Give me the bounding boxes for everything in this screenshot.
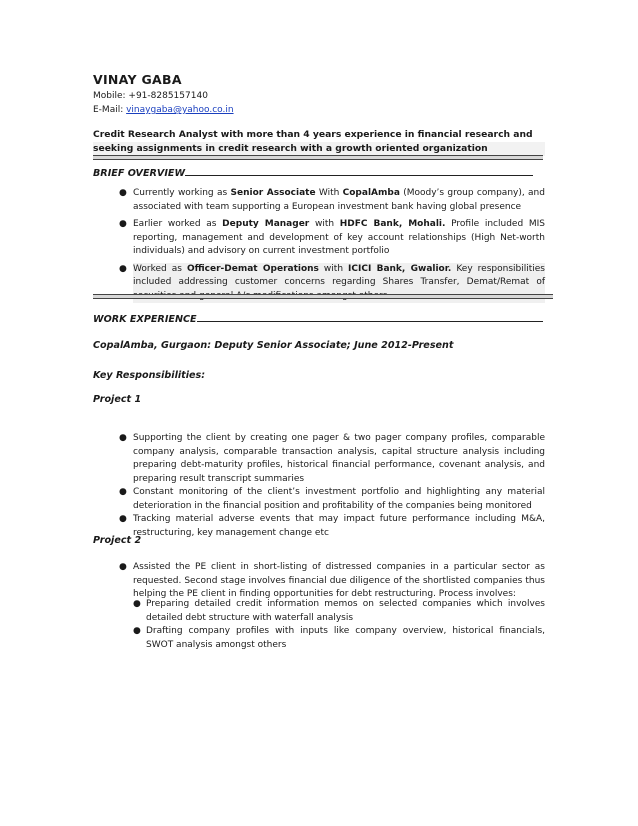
item-text: Currently working as bbox=[133, 188, 231, 198]
project-2-sublist bbox=[133, 598, 545, 652]
project-1-list bbox=[119, 432, 545, 540]
brief-overview-title: BRIEF OVERVIEW bbox=[93, 168, 186, 179]
heading-underline bbox=[197, 312, 543, 322]
heading-underline bbox=[185, 166, 533, 176]
item-text: With bbox=[315, 188, 343, 198]
job-title: CopalAmba, Gurgaon: Deputy Senior Associate; June 2012-Present bbox=[93, 340, 454, 351]
item-text: with bbox=[309, 219, 340, 229]
responsibilities-title: Key Responsibilities: bbox=[93, 370, 206, 381]
work-experience-title: WORK EXPERIENCE bbox=[93, 314, 197, 325]
item-text: Key responsibilities included addressing customer concerns regarding Shares Transfer, Demat/Remat of bbox=[133, 263, 545, 287]
work-experience-heading bbox=[93, 312, 543, 325]
bullet-icon: ● bbox=[119, 433, 127, 443]
item-text: Constant monitoring of the client’s investment portfolio and highlighting any material deterioration in the financial position and profitability of the companies being monitored bbox=[133, 487, 545, 511]
bullet-icon: ● bbox=[119, 514, 127, 524]
item-text: Worked as bbox=[133, 263, 187, 274]
item-text: Profile included MIS reporting, management and development of key account relationships (High Net-worth individuals) and advisory on current investment portfolio bbox=[133, 219, 545, 256]
mobile-line: Mobile: +91-8285157140 bbox=[93, 91, 208, 101]
item-bold: ICICI Bank, Gwalior. bbox=[348, 263, 452, 274]
item-bold: Deputy Manager bbox=[222, 219, 310, 229]
bullet-icon: ● bbox=[119, 487, 127, 497]
list-item bbox=[119, 432, 545, 486]
sub-list-item bbox=[133, 625, 545, 652]
bullet-icon: ● bbox=[119, 188, 127, 198]
list-item bbox=[119, 486, 545, 513]
sub-list-item bbox=[133, 598, 545, 625]
email-label: E-Mail: bbox=[93, 105, 127, 115]
brief-overview-heading bbox=[93, 166, 533, 179]
bullet-icon: ● bbox=[119, 562, 127, 572]
item-text: Tracking material adverse events that may impact future performance including M&A, restructuring, key management change etc bbox=[133, 514, 545, 538]
item-bold: CopalAmba bbox=[342, 188, 400, 198]
summary-divider bbox=[93, 155, 543, 160]
item-text: with bbox=[318, 263, 349, 274]
summary-line-2: seeking assignments in credit research with a growth oriented organization bbox=[93, 142, 545, 156]
email-line bbox=[93, 105, 234, 115]
item-bold: HDFC Bank, Mohali. bbox=[339, 219, 446, 229]
list-item bbox=[119, 218, 545, 259]
item-text: Preparing detailed credit information memos on selected companies which involves detailed debt structure with waterfall analysis bbox=[146, 599, 545, 623]
list-item bbox=[119, 187, 545, 214]
list-item bbox=[119, 513, 545, 540]
list-item bbox=[119, 561, 545, 602]
bullet-icon: ● bbox=[133, 626, 141, 636]
item-bold: Officer-Demat Operations bbox=[186, 263, 319, 274]
email-link[interactable]: vinaygaba@yahoo.co.in bbox=[126, 105, 234, 115]
item-text: Earlier worked as bbox=[133, 219, 223, 229]
brief-overview-list bbox=[119, 187, 545, 307]
item-text: Assisted the PE client in short-listing of distressed companies in a particular sector as requested. Second stage involves financial due diligence of the shortlisted companies thus helping the PE client in finding opportunities for debt restructuring. Process involves: bbox=[133, 562, 545, 599]
overview-divider bbox=[93, 294, 553, 299]
project-1-title: Project 1 bbox=[93, 394, 142, 405]
item-text: (Moody’s group company), and associated with team supporting a European investment bank having global presence bbox=[133, 188, 545, 212]
summary-line-1: Credit Research Analyst with more than 4 years experience in financial research and bbox=[93, 129, 533, 140]
item-bold: Senior Associate bbox=[230, 188, 316, 198]
bullet-icon: ● bbox=[119, 263, 127, 274]
item-text: Drafting company profiles with inputs like company overview, historical financials, SWOT analysis amongst others bbox=[146, 626, 545, 650]
project-2-list bbox=[119, 561, 545, 602]
project-2-title: Project 2 bbox=[93, 535, 142, 546]
bullet-icon: ● bbox=[119, 219, 127, 229]
item-text: Supporting the client by creating one pager & two pager company profiles, comparable company analysis, comparable transaction analysis, capital structure analysis including preparing debt-maturity profiles, historical financial performance, covenant analysis, and preparing result transcript summaries bbox=[133, 433, 545, 484]
bullet-icon: ● bbox=[133, 599, 141, 609]
career-summary bbox=[93, 128, 545, 156]
candidate-name: VINAY GABA bbox=[93, 72, 182, 87]
